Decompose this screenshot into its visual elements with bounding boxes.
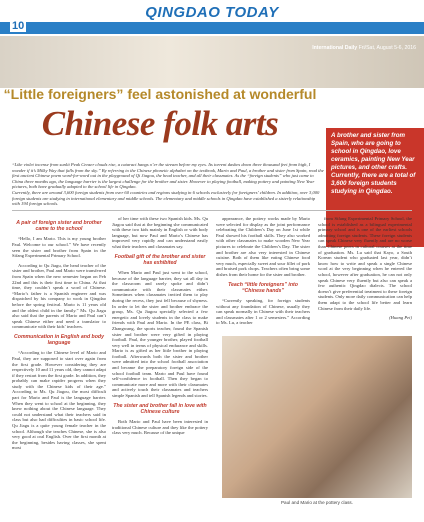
article-lede: “Like violet incense from sunlit Peak Censer clouds rise, a cataract hangs o’er the stream before my eyes. Its torrent dashes down three thousand feet from high, I wonder if it’s Milky Way that falls from the sky.” By referring to the Chinese phonetic alphabet on the textbook, Mario and Paul, a brother and sister from Spain, read the first ancient Chinese poem word-for-word out in the playground of Qi Jiagou, the head teacher, and all their classmates. As the “foreign students” who just came to China three months ago, the language barrier is the largest challenge for the brother and sister. However to playing football, making pottery and painting New Year pictures, both have gradually adapted to the school life in Qingdao. Currently, there are around 3,600 foreign students from over 60 countries and regions studying in 6 schools exclusively for foreigners’ children. In addition, over 3,000 foreign students are studying in international elementary and middle schools. The elementary and middle schools in Qingdao have established a sisterly relationship with 194 foreign schools. [12, 162, 324, 207]
column-4 [318, 216, 412, 321]
paragraph: “According to the Chinese level of Mario and Paul, they are supposed to start over again from the first grade. However considering they are respectively 10 and 11 years old, they cannot adapt if they restart from the first grade. In addition, they probably can make rapider progress when they study with the Chinese kids of their age.” According to Ms. Qu Jiagou, the most difficult part for Mario and Paul is the language barrier. When they went to school at the beginning, they knew nothing about the Chinese language. They could not understand what their teachers said in class but also had difficulties in basic school life. Qu Jiagu is a quite young female teacher in the school. Although she teaches Chinese, she is also very good at oral English. Over the first month at the beginning, besides having classes, she spent most [12, 350, 106, 451]
paragraph: Both Mario and Paul have been interested in traditional Chinese culture and they like the pottery class very much. Because of the unique [112, 419, 208, 436]
issue-date: Fri/Sat, August 5-6, 2016 [358, 45, 416, 51]
masthead [0, 0, 424, 22]
masthead-title: QINGDAO TODAY [145, 4, 279, 21]
subhead: A pair of foreign sister and brother came to the school [16, 220, 102, 233]
divider [12, 210, 412, 211]
paragraph: appearance, the pottery works made by Mario were selected for display as the joint performance celebrating the Children’s Day on June 1st while Paul showed his football skills. They also worked with other classmates to make wooden New Year pictures to celebrate the Children’s Day. The sister and brother are also very interested in Chinese cuisine. Both of them like eating Chinese food very much, especially sweet and sour fillet of pork and braised pork chops. Teachers often bring some dishes from their home for the sister and brother. [216, 216, 310, 277]
header-photo [0, 36, 424, 88]
masthead-dateline [312, 45, 416, 51]
subhead: The sister and brother fall in love with Chinese culture [113, 402, 207, 415]
subhead: Communication in English and body language [14, 333, 104, 347]
paragraph: According to Qu Jiagu, the head teacher of the sister and brother, Paul and Mario were transferred from Spain when the new semester began on Feb 22nd and this is their first time to China. At that time, they couldn’t speak a word of Chinese. “Mario’s father is a Spanish engineer and was dispatched by his company to work in Qingdao before the spring festival. Mario is 11 years old and the oldest child in the family.” Ms. Qu Jiagu also said that the parents of Mario and Paul can’t speak Chinese either and need a translator to communicate with their kids’ teachers. [12, 262, 106, 330]
pullout-box: A brother and sister from Spain, who are going to school in Qingdao, love ceramics, painting New Year pictures, and other crafts. Currently, there are a total of 3,600 foreign students studying in Qingdao. [326, 128, 424, 247]
pottery-class-photo [222, 336, 412, 498]
paragraph: from Sifang Experimental Primary School, the school is established as a bilingual experimental primary school and is one of the earliest schools admitting foreign students. These foreign students can speak Chinese very fluently and are no worse than Chinese peers in cultural courses at the time of graduation. Ms. Lu said that Kayo, a South Korean student who graduated last year, didn’t know how to write and speak a single Chinese word at the very beginning when he entered the school, however after graduation, he can not only speak Chinese very fluently but also can speak a few authentic Qingdao dialects. The school doesn’t give preferential treatment to these foreign students. Only more daily communication can help them adapt to the school life better and learn Chinese from their daily life. [318, 216, 412, 311]
paragraph: “Hello, I am Mario. This is my young brother Paul. Welcome to our school.” We have recently seen the sister and brother from Spain in the Sifang Experimental Primary School. [12, 236, 106, 259]
paragraph: “Currently speaking, for foreign students without any foundation of Chinese, usually they can speak normally in Chinese with their teachers and classmates after 1 or 2 semesters.” According to Ms. Lu, a teacher [216, 297, 310, 326]
byline: (Huang Pei) [389, 315, 412, 321]
page-number: 10 [12, 20, 25, 32]
column-1 [12, 216, 106, 455]
subhead: Football gift of the brother and sister has exhibited [114, 253, 206, 266]
photo-caption: Paul and Mario at the pottery class. [280, 500, 353, 505]
column-3 [216, 216, 310, 330]
paragraph: When Mario and Paul just went to the school, because of the language barrier, they sat all day in the classroom and rarely spoke and didn’t communicate with their classmates either. Sometimes when classmates invited them to play during the recess, they just fell because of shyness. In order to let the sister and brother embrace the group, Ms. Qu Jiagou specially selected a few energetic and lovely students in the class to make friends with Paul and Mario. In the PE class, Bi Zhangwang, the sports teacher, found the Spanish sister and brother were very gifted in playing football. Paul, the younger brother, played football very well in terms of physical endurance and skills. Mario is as gifted as her little brother in playing football. Afterwards both the sister and brother were admitted into the school football association and became the preparatory foreign side of the school football team. Mario and Paul have found self-confidence in football. Then they began to communicate more and more with their classmates and actively touch their classmates and teachers simple Spanish and tell Spanish legends and stories. [112, 269, 208, 399]
section-name: International Daily [312, 45, 358, 51]
column-2 [112, 216, 208, 440]
paragraph: of her time with these two Spanish kids. Ms. Qu Jiagou said that at the beginning she communicated with these two kids mainly in English or with body language, but now Paul and Mario’s Chinese has improved very rapidly and can understand easily what their teachers and classmates say. [112, 216, 208, 249]
subhead: Teach “little foreigners” into “Chinese hands” [228, 281, 298, 294]
article-kicker: “Little foreigners” feel astonished at wonderful [3, 86, 317, 102]
masthead-bar [0, 22, 424, 51]
article-headline: Chinese folk arts [41, 104, 279, 143]
